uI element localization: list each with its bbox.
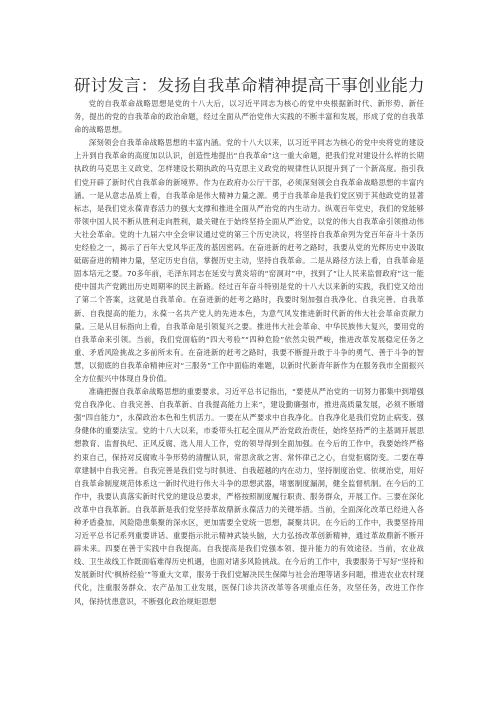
paragraph-intro: 党的自我革命战略思想是党的十八大后，以习近平同志为核心的党中央根据新时代、新形势、新任务，提出的党的自我革命的政治命题，经过全面从严治党伟大实践的不断丰富和发展，形成了党的自我革命的战略思想。: [74, 99, 424, 135]
paragraph-connotation: 深刻领会自我革命战略思想的丰富内涵。党的十八大以来，以习近平同志为核心的党中央将党的建设上升到自我革命的高度加以认识，创造性地提出“自我革命”这一重大命题，把我们党对建设什么样的长期执政的马克思主义政党、怎样建设长期执政的马克思主义政党的规律性认识提升到了一个新高度。指引我们党开辟了新时代自我革命的新境界。作为在政府办公厅干部，必须深刻领会自我革命战略思想的丰富内涵。一是从意志品质上看，自我革命是伟大精神力量之源。勇于自我革命是我们党区别于其他政党的显著标志，是我们党永葆青春活力的强大支撑和推进全面从严治党的内生动力。纵观百年党史，我们的党能够带领中国人民不断从胜利走向胜利，最关键在于始终坚持全面从严治党，以党的伟大自我革命引领推动伟大社会革命。党的十九届六中全会审议通过党的第三个历史决议，将坚持自我革命列为党百年奋斗十条历史经验之一，揭示了百年大党风华正茂的基因密码。在奋进新的赶考之路时，我要从党的光辉历史中汲取砥砺奋进的精神力量，坚定历史自信，掌握历史主动，坚持自我革命。二是从路径方法上看，自我革命是固本培元之要。70多年前，毛泽东同志在延安与黄炎培的“窑洞对”中，找到了“让人民来监督政府”这一能使中国共产党跳出历史周期率的民主新路。经过百年奋斗特别是党的十八大以来新的实践，我们党又给出了第二个答案，这就是自我革命。在奋进新的赶考之路时，我要时刻加强自我净化、自我完善、自我革新、自我提高的能力，永葆一名共产党人的先进本色，为意气风发推进新时代新的伟大社会革命贡献力量。三是从目标指向上看，自我革命是引领复兴之要。推进伟大社会革命、中华民族伟大复兴，要用党的自我革命来引领。当前，我们党面临的“四大考验”“四种危险”依然尖锐严峻，推进改革发展稳定任务之重、矛盾风险挑战之多前所未有。在奋进新的赶考之路时，我要不断提升敢于斗争的勇气、善于斗争的智慧，以彻底的自我革命精神应对“三服务”工作中面临的难题，以新时代新青年新作为在服务我市全面振兴全方位振兴中体现自身价值。: [74, 138, 424, 383]
document-body: [74, 97, 424, 608]
paragraph-requirements: 准确把握自我革命战略思想的重要要求。习近平总书记指出，“要使从严治党的一切努力都集中到增强党自我净化、自我完善、自我革新、自我提高能力上来”，建设勤廉强市，推进高质量发展，必须不断增强“四自能力”，永葆政治本色和生机活力。一要在从严要求中自我净化。自我净化是我们党防止病变、强身健体的重要法宝。党的十八大以来，市委带头扛起全面从严治党政治责任，始终坚持严的主基调开展思想教育、监督执纪、正风反腐、选人用人工作，党的领导得到全面加强。在今后的工作中，我要始终严格约束自己，保持对反腐败斗争形势的清醒认识，常思贪欲之害、常怀律己之心，自觉拒腐防变。二要在尊章建制中自我完善。自我完善是我们党与时俱进、自我超越的内在动力，坚持制度治党、依规治党，用好自我革命制度规范体系这一新时代进行伟大斗争的思想武器，堵塞制度漏洞，健全监督机制。在今后的工作中，我要认真落实新时代党的建设总要求，严格按照制度履行职责、服务群众，开展工作。三要在深化改革中自我革新。自我革新是我们党坚持革故鼎新永葆活力的关键举措。当前，全面深化改革已经进入各种矛盾叠加、风险隐患集聚的深水区，更加需要全党统一思想，凝聚共识。在今后的工作中，我要坚持用习近平总书记系列重要讲话、重要指示批示精神武装头脑，大力弘扬改革创新精神，通过革故鼎新不断开辟未来。四要在善于实践中自我提高。自我提高是我们党强本领、提升能力的有效途径。当前，农业战线、卫生战线工作既面临难得历史机遇，也面对诸多风险挑战。在今后的工作中，我要服务于写好“坚持和发展新时代‘枫桥经验’”等重大文章，服务于我们党解决民生保障与社会治理等诸多问题，推进农业农村现代化，注重服务群众、农产品加工业发展，医保门诊共济改革等各项重点任务，攻坚任务，改进工作作风，保持忧患意识，不断强化政治规矩思想: [74, 387, 424, 606]
document-title: 研讨发言：发扬自我革命精神提高干事创业能力: [74, 76, 425, 95]
